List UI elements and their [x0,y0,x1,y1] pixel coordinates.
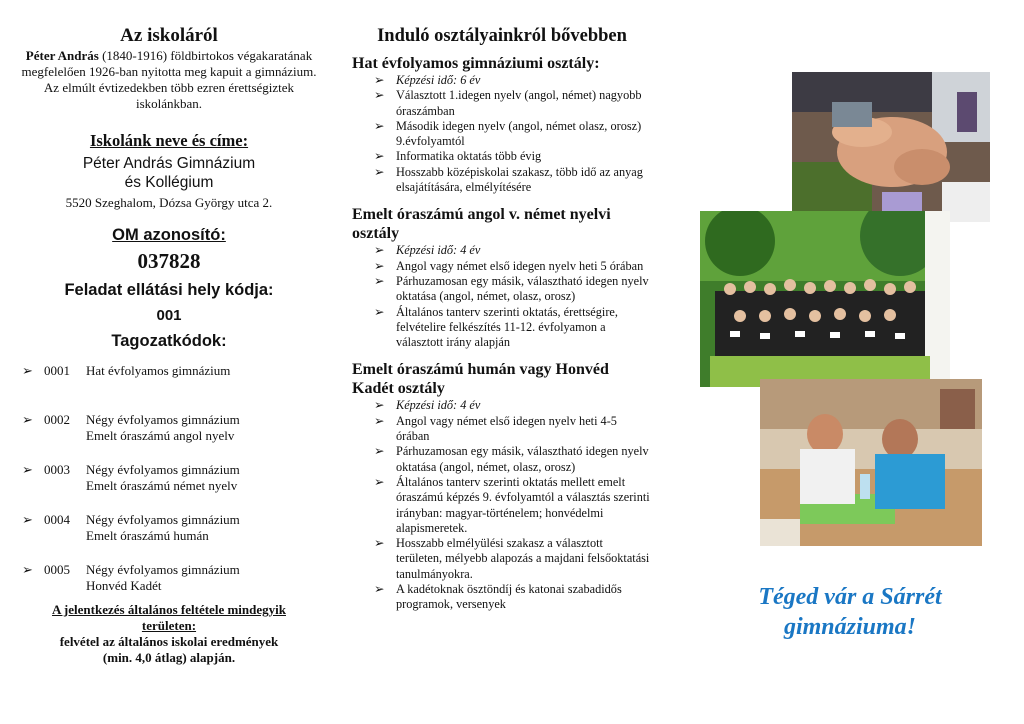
list-item: ➢ Választott 1.idegen nyelv (angol, német) nagyobb óraszámban [374,88,642,118]
arrow-bullet-icon: ➢ [22,462,33,477]
arrow-bullet-icon: ➢ [374,474,385,489]
arrow-bullet-icon: ➢ [374,273,385,288]
list-item: ➢ Általános tanterv szerinti oktatás, érettségire, felvételire felkészítés 11-12. évfolyamon a választott irány alapján [374,304,618,350]
list-item: ➢ Párhuzamosan egy másik, választható idegen nyelv oktatása (angol, német, olasz, orosz) [374,273,649,304]
arrow-bullet-icon: ➢ [22,363,33,378]
arrow-bullet-icon: ➢ [374,444,385,459]
classes-title: Induló osztályainkról bővebben [377,26,627,46]
middle-column [352,0,652,613]
code-item [22,512,320,562]
list-item: ➢ Második idegen nyelv (angol, német olasz, orosz) 9.évfolyamtól [374,118,642,149]
founder-name: Péter András [25,48,99,63]
list-item: ➢ Általános tanterv szerinti oktatás mellett emelt óraszámú képzés 9. évfolyamtól a választás szerinti irányban: magyar-történelem; honvédelmi alapismeretek. [374,474,650,535]
arrow-bullet-icon: ➢ [374,73,385,87]
code-item [22,462,320,512]
left-column [18,0,320,666]
list-item: ➢ Párhuzamosan egy másik, választható idegen nyelv oktatása (angol, német, olasz, orosz) [374,444,649,474]
site-code-value: 001 [156,307,182,324]
lab-photo [760,379,982,546]
arrow-bullet-icon: ➢ [374,582,385,597]
arrow-bullet-icon: ➢ [374,304,385,319]
about-title: Az iskoláról [120,25,218,46]
arrow-bullet-icon: ➢ [22,512,33,527]
human-class-list [352,398,652,612]
arrow-bullet-icon: ➢ [374,398,385,413]
code-line1: Négy évfolyamos gimnázium [86,512,240,527]
list-item: ➢ Angol vagy német első idegen nyelv heti 4-5 órában [374,413,617,444]
slogan-line1: Téged vár a Sárrét [758,584,942,610]
code-number: 0005 [44,562,70,577]
right-column [695,0,1005,724]
list-item: ➢ Képzési idő: 6 év [374,73,481,87]
arrow-bullet-icon: ➢ [374,258,385,273]
list-item: ➢ Képzési idő: 4 év [374,243,481,258]
arrow-bullet-icon: ➢ [374,243,385,258]
code-number: 0001 [44,363,70,378]
code-item [22,363,320,412]
om-value: 037828 [137,249,201,273]
codes-label: Tagozatkódok: [111,332,227,350]
arrow-bullet-icon: ➢ [374,413,385,428]
about-body: (1840-1916) földbirtokos végakaratának megfelelően 1926-ban nyitotta meg kapuit a gimnázium. Az elmúlt évtizedekben több ezren érettségiztek iskolánkban. [21,48,317,111]
arrow-bullet-icon: ➢ [374,536,385,551]
arrow-bullet-icon: ➢ [22,412,33,427]
admission-text: felvétel az általános iskolai eredmények (min. 4,0 átlag) alapján. [59,634,279,665]
human-class-title: Emelt óraszámú humán vagy Honvéd Kadét osztály [352,361,609,398]
school-name-line1: Péter András Gimnázium [82,155,256,172]
code-line2: Emelt óraszámú humán [86,528,209,543]
admission-condition: A jelentkezés általános feltétele mindegyik területen: [52,602,286,633]
language-class-title: Emelt óraszámú angol v. német nyelvi osztály [352,206,611,243]
code-item [22,412,320,462]
slogan [695,582,1005,642]
code-item [22,562,320,602]
om-label: OM azonosító: [112,226,226,244]
list-item: ➢ Informatika oktatás több évig [374,149,542,164]
list-item: ➢ Hosszabb elmélyülési szakasz a választott területen, mélyebb alapozás a majdani felsőoktatási tanulmányokra. [374,536,650,581]
list-item: ➢ Képzési idő: 4 év [374,398,481,413]
list-item: ➢ A kadétoknak ösztöndíj és katonai szabadidős programok, versenyek [374,582,622,612]
code-number: 0003 [44,462,70,477]
six-year-title: Hat évfolyamos gimnáziumi osztály: [352,55,600,72]
slogan-line2: gimnáziuma! [783,614,917,640]
code-line2: Honvéd Kadét [86,578,162,593]
arrow-bullet-icon: ➢ [22,562,33,577]
school-name-line2: és Kollégium [124,174,214,191]
list-item: ➢ Hosszabb középiskolai szakasz, több idő az anyag elsajátítására, elmélyítésére [374,164,643,195]
class-group-photo [700,211,950,387]
code-line1: Négy évfolyamos gimnázium [86,412,240,427]
arrow-bullet-icon: ➢ [374,118,385,133]
site-code-label: Feladat ellátási hely kódja: [64,281,274,299]
code-number: 0004 [44,512,70,527]
code-line1: Hat évfolyamos gimnázium [86,363,231,378]
code-line1: Négy évfolyamos gimnázium [86,462,240,477]
code-line1: Négy évfolyamos gimnázium [86,562,240,577]
code-number: 0002 [44,412,70,427]
arrow-bullet-icon: ➢ [374,88,385,103]
list-item: ➢ Angol vagy német első idegen nyelv heti 5 órában [374,258,644,273]
arrow-bullet-icon: ➢ [374,149,385,164]
arrow-bullet-icon: ➢ [374,164,385,179]
about-text [18,48,320,112]
language-class-list [352,243,652,350]
code-line2: Emelt óraszámú német nyelv [86,478,238,493]
code-line2: Emelt óraszámú angol nyelv [86,428,235,443]
six-year-list [352,73,652,195]
codes-list [22,363,320,602]
school-address: 5520 Szeghalom, Dózsa György utca 2. [65,195,273,210]
hands-photo [792,72,990,222]
address-title: Iskolánk neve és címe: [89,131,249,150]
